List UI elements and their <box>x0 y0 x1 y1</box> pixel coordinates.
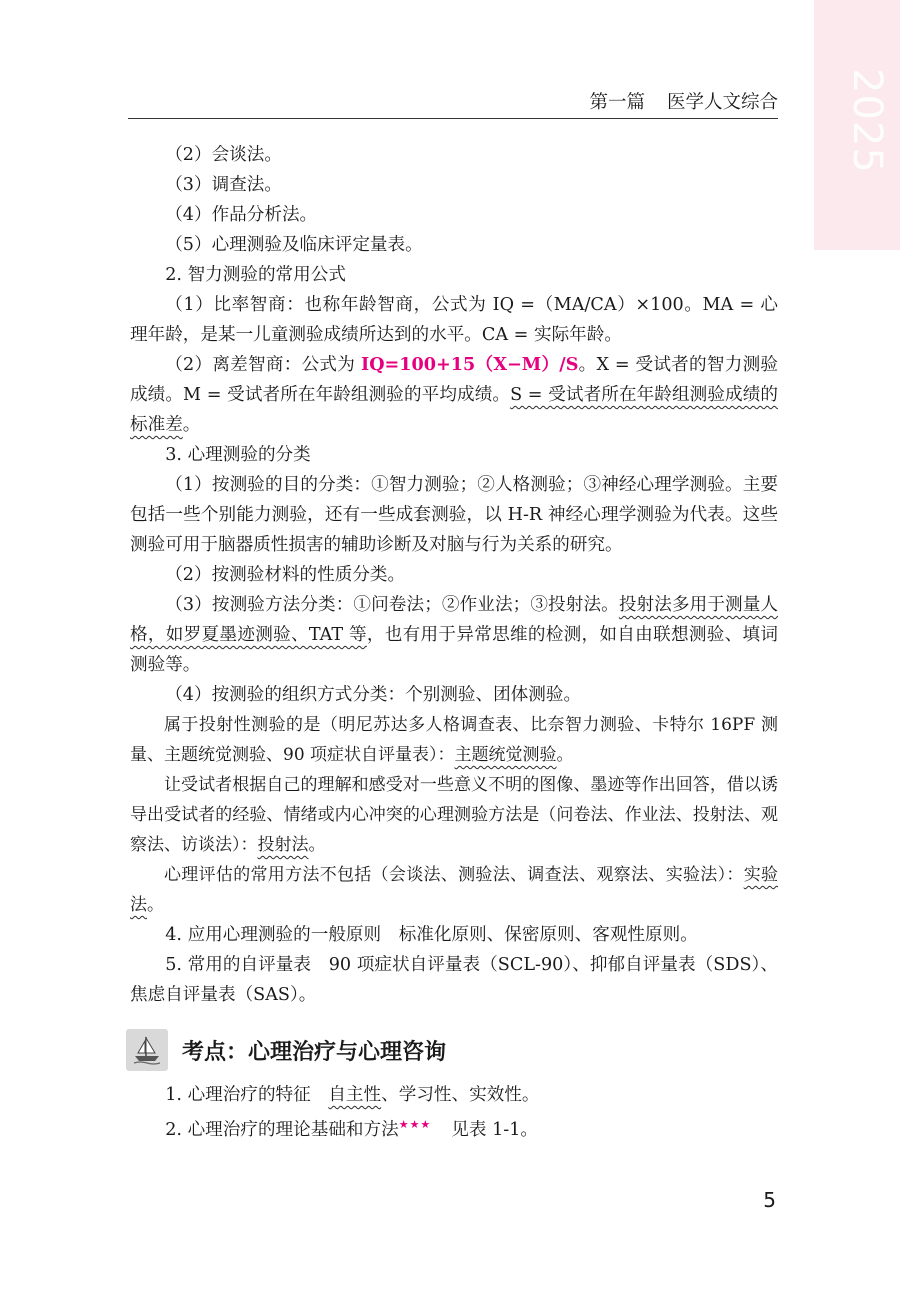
question-text: 让受试者根据自己的理解和感受对一些意义不明的图像、墨迹等作出回答，借以诱导出受试者的经验、情绪或内心冲突的心理测验方法是（问卷法、作业法、投射法、观察法、访谈法）： <box>130 775 778 855</box>
heading-test-classification: 3. 心理测验的分类 <box>165 445 311 465</box>
deviation-iq-formula: IQ=100+15（X−M）/S <box>360 354 579 375</box>
period: 。 <box>308 835 326 855</box>
method-text: （3）按测验方法分类：①问卷法；②作业法；③投射法。 <box>165 595 619 615</box>
item-survey: （3）调查法。 <box>165 175 282 195</box>
section-heading <box>126 1028 778 1072</box>
period: 。 <box>182 415 201 435</box>
section-title: 考点：心理治疗与心理咨询 <box>182 1039 447 1065</box>
answer-experiment: 实验法 <box>130 865 779 915</box>
page-body <box>130 140 778 1145</box>
classification-by-material: （2）按测验材料的性质分类。 <box>165 565 406 585</box>
sailboat-icon <box>126 1029 168 1071</box>
deviation-iq-text-2: 。X = 受试者的智力测验成绩。M = 受试者所在年龄组测验的平均成绩。 <box>130 355 779 405</box>
header-part: 第一篇 <box>589 92 645 113</box>
page-number: 5 <box>763 1188 776 1212</box>
header-title: 医学人文综合 <box>666 92 778 113</box>
therapy-theory-text: 2. 心理治疗的理论基础和方法 <box>165 1119 399 1140</box>
question-text: 属于投射性测验的是（明尼苏达多人格调查表、比奈智力测验、卡特尔 16PF 测量、主题统觉测验、90 项症状自评量表）： <box>130 715 778 765</box>
question-text: 心理评估的常用方法不包括（会谈法、测验法、调查法、观察法、实验法）： <box>164 865 744 885</box>
therapy-features-text-2: 、学习性、实效性。 <box>381 1085 540 1105</box>
projective-underlined: 投射法多用于测量人格，如罗夏墨迹测验、TAT 等 <box>130 595 778 645</box>
deviation-iq-text: （2）离差智商：公式为 <box>165 355 361 375</box>
see-table-text: 见表 1-1。 <box>451 1119 539 1140</box>
therapy-features-text: 1. 心理治疗的特征 <box>165 1085 329 1105</box>
running-header <box>589 88 778 114</box>
importance-stars: ★★★ <box>398 1118 432 1131</box>
therapy-features <box>130 1080 778 1110</box>
classification-by-method <box>130 590 778 680</box>
year-tab <box>814 0 900 250</box>
item-work-analysis: （4）作品分析法。 <box>165 205 318 225</box>
item-tests-scales: （5）心理测验及临床评定量表。 <box>165 235 423 255</box>
period: 。 <box>147 895 164 915</box>
self-rating-scales: 5. 常用的自评量表 90 项症状自评量表（SCL-90）、抑郁自评量表（SDS）、焦虑自评量表（SAS）。 <box>130 955 778 1005</box>
answer-projective: 投射法 <box>257 835 309 855</box>
header-rule <box>128 118 778 119</box>
autonomy-underlined: 自主性 <box>328 1085 382 1105</box>
deviation-iq-paragraph <box>130 350 778 440</box>
period: 。 <box>556 745 574 765</box>
general-principles: 4. 应用心理测验的一般原则 标准化原则、保密原则、客观性原则。 <box>165 925 698 945</box>
year-label: 2025 <box>844 68 890 174</box>
heading-iq-formulas: 2. 智力测验的常用公式 <box>165 265 346 285</box>
answer-tat: 主题统觉测验 <box>454 745 557 765</box>
ratio-iq-paragraph: （1）比率智商：也称年龄智商，公式为 IQ =（MA/CA）×100。MA = 心理年龄，是某一儿童测验成绩所达到的水平。CA = 实际年龄。 <box>130 295 778 345</box>
therapy-theory <box>130 1110 778 1145</box>
question-projective-test <box>130 710 778 770</box>
question-assessment-methods <box>130 860 778 920</box>
deviation-iq-underlined: S = 受试者所在年龄组测验成绩的标准差 <box>130 385 778 435</box>
question-projective-method <box>130 770 778 860</box>
item-interview: （2）会谈法。 <box>165 145 282 165</box>
classification-by-organization: （4）按测验的组织方式分类：个别测验、团体测验。 <box>165 685 582 705</box>
classification-by-purpose: （1）按测验的目的分类：①智力测验；②人格测验；③神经心理学测验。主要包括一些个别能力测验，还有一些成套测验，以 H-R 神经心理学测验为代表。这些测验可用于脑器质性损害的辅助诊断及对脑与行为关系的研究。 <box>130 475 778 555</box>
method-text-2: ，也有用于异常思维的检测，如自由联想测验、填词测验等。 <box>130 625 778 675</box>
